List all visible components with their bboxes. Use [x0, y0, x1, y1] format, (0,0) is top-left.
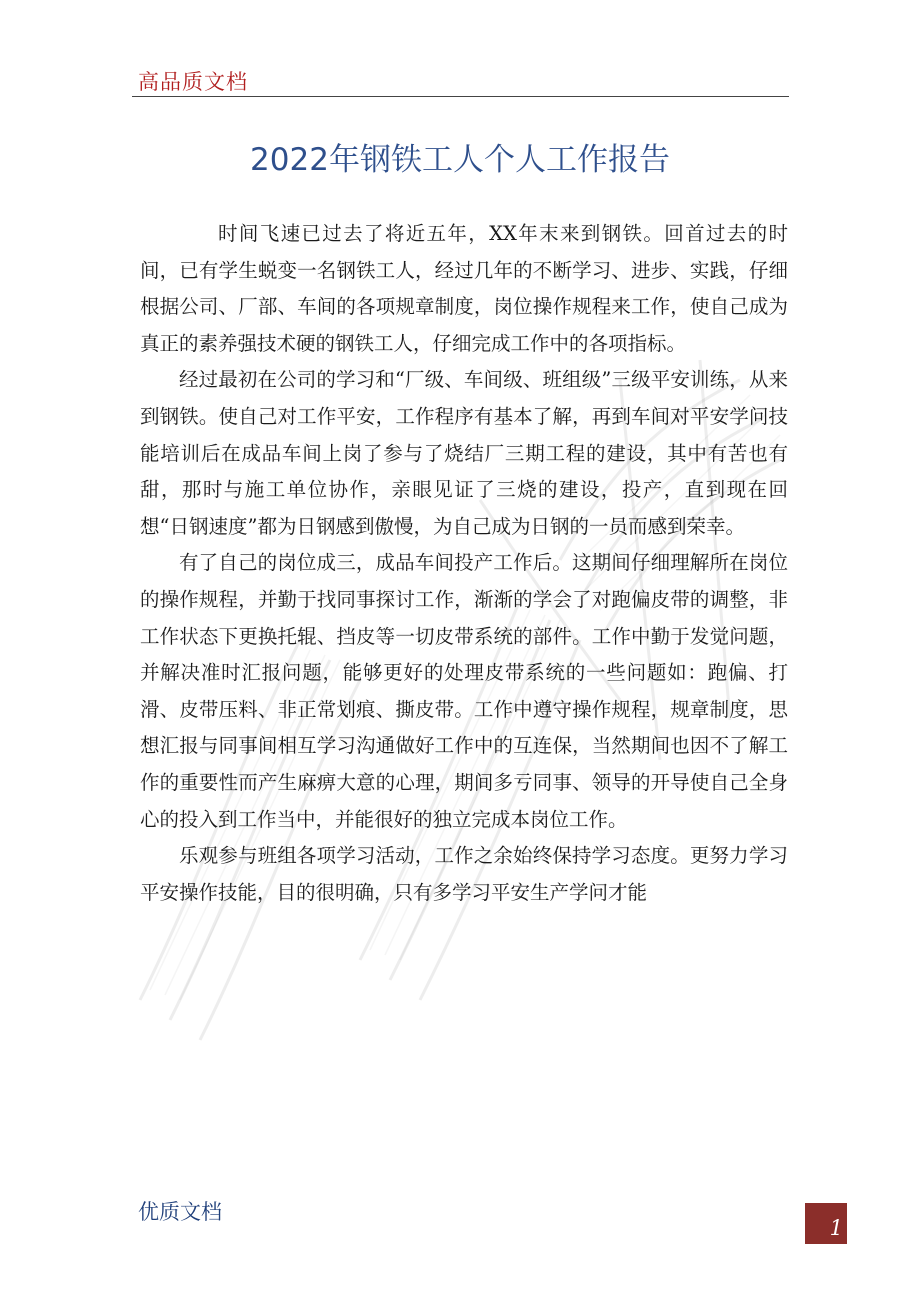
page-number-underline — [805, 1242, 847, 1244]
header-divider — [132, 96, 789, 97]
paragraph: 乐观参与班组各项学习活动，工作之余始终保持学习态度。更努力学习平安操作技能，目的很明确，只有多学习平安生产学问才能 — [140, 844, 788, 904]
footer-label: 优质文档 — [138, 1200, 222, 1224]
document-title: 2022年钢铁工人个人工作报告 — [250, 142, 670, 178]
paragraph: 经过最初在公司的学习和“厂级、车间级、班组级”三级平安训练，从来到钢铁。使自己对工作平安，工作程序有基本了解，再到车间对平安学问技能培训后在成品车间上岗了参与了烧结厂三期工程的建设，其中有苦也有甜，那时与施工单位协作，亲眼见证了三烧的建设，投产，直到现在回想“日钢速度”都为日钢感到傲慢，为自己成为日钢的一员而感到荣幸。 — [140, 368, 788, 538]
paragraph: 有了自己的岗位成三，成品车间投产工作后。这期间仔细理解所在岗位的操作规程，并勤于找同事探讨工作，渐渐的学会了对跑偏皮带的调整，非工作状态下更换托辊、挡皮等一切皮带系统的部件。工作中勤于发觉问题，并解决准时汇报问题，能够更好的处理皮带系统的一些问题如：跑偏、打滑、皮带压料、非正常划痕、撕皮带。工作中遵守操作规程，规章制度，思想汇报与同事间相互学习沟通做好工作中的互连保，当然期间也因不了解工作的重要性而产生麻痹大意的心理，期间多亏同事、领导的开导使自己全身心的投入到工作当中，并能很好的独立完成本岗位工作。 — [140, 551, 788, 831]
paragraph: 时间飞速已过去了将近五年，XX年末来到钢铁。回首过去的时间，已有学生蜕变一名钢铁工人，经过几年的不断学习、进步、实践，仔细根据公司、厂部、车间的各项规章制度，岗位操作规程来工作，使自己成为真正的素养强技术硬的钢铁工人，仔细完成工作中的各项指标。 — [140, 222, 788, 355]
page-number-badge: 1 — [805, 1203, 847, 1242]
header-label: 高品质文档 — [138, 70, 248, 94]
document-body — [140, 216, 788, 911]
